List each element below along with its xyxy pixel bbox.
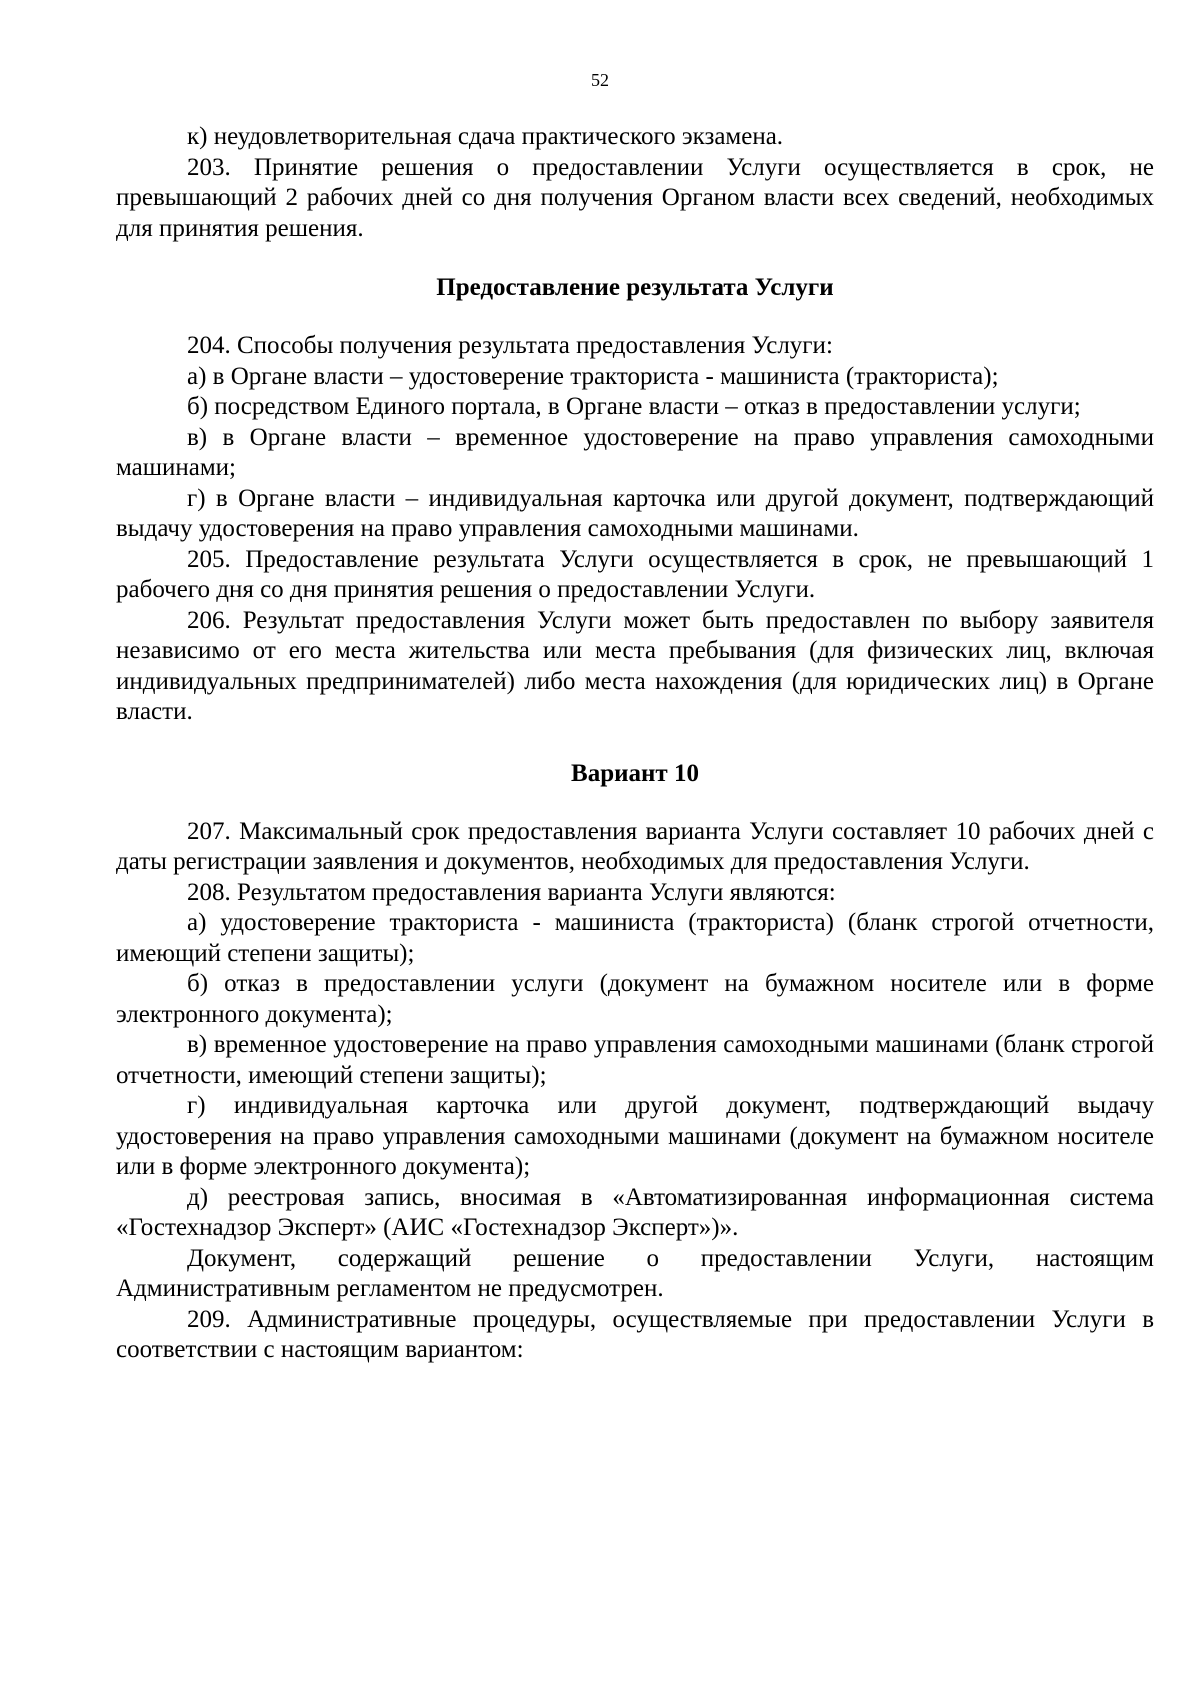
paragraph-208: 208. Результатом предоставления варианта Услуги являются: (187, 878, 836, 906)
document-body (116, 122, 1154, 1366)
paragraph-209: 209. Административные процедуры, осуществляемые при предоставлении Услуги в соответствии с настоящим вариантом: (116, 1305, 1154, 1363)
paragraph-203: 203. Принятие решения о предоставлении Услуги осуществляется в срок, не превышающий 2 рабочих дней со дня получения Органом власти всех сведений, необходимых для принятия решения. (116, 153, 1154, 242)
paragraph-decision-document: Документ, содержащий решение о предоставлении Услуги, настоящим Административным регламентом не предусмотрен. (116, 1244, 1154, 1302)
section-heading-variant: Вариант 10 (571, 759, 699, 787)
paragraph-208-g: г) индивидуальная карточка или другой документ, подтверждающий выдачу удостоверения на право управления самоходными машинами (документ на бумажном носителе или в форме электронного документа); (116, 1092, 1154, 1180)
paragraph-204-a: а) в Органе власти – удостоверение тракториста - машиниста (тракториста); (187, 362, 999, 390)
paragraph-207: 207. Максимальный срок предоставления варианта Услуги составляет 10 рабочих дней с даты регистрации заявления и документов, необходимых для предоставления Услуги. (116, 817, 1154, 875)
paragraph-204-g: г) в Органе власти – индивидуальная карточка или другой документ, подтверждающий выдачу удостоверения на право управления самоходными машинами. (116, 484, 1154, 542)
paragraph-208-b: б) отказ в предоставлении услуги (документ на бумажном носителе или в форме электронного документа); (116, 970, 1154, 1028)
paragraph-208-d: д) реестровая запись, вносимая в «Автоматизированная информационная система «Гостехнадзор Эксперт» (АИС «Гостехнадзор Эксперт»)». (116, 1183, 1154, 1241)
paragraph-204-b: б) посредством Единого портала, в Органе власти – отказ в предоставлении услуги; (187, 393, 1081, 420)
page-number: 52 (591, 70, 609, 90)
paragraph-208-a: а) удостоверение тракториста - машиниста (тракториста) (бланк строгой отчетности, имеющий степени защиты); (116, 909, 1154, 967)
paragraph-206: 206. Результат предоставления Услуги может быть предоставлен по выбору заявителя независимо от его места жительства или места пребывания (для физических лиц, включая индивидуальных предпринимателей) либо места нахождения (для юридических лиц) в Органе власти. (116, 606, 1154, 725)
paragraph-208-v: в) временное удостоверение на право управления самоходными машинами (бланк строгой отчетности, имеющий степени защиты); (116, 1031, 1154, 1089)
paragraph-204: 204. Способы получения результата предоставления Услуги: (187, 332, 833, 359)
paragraph-204-v: в) в Органе власти – временное удостоверение на право управления самоходными машинами; (116, 423, 1154, 481)
paragraph-item-k: к) неудовлетворительная сдача практического экзамена. (187, 123, 784, 150)
paragraph-205: 205. Предоставление результата Услуги осуществляется в срок, не превышающий 1 рабочего дня со дня принятия решения о предоставлении Услуги. (116, 545, 1154, 603)
section-heading-result: Предоставление результата Услуги (436, 274, 834, 301)
